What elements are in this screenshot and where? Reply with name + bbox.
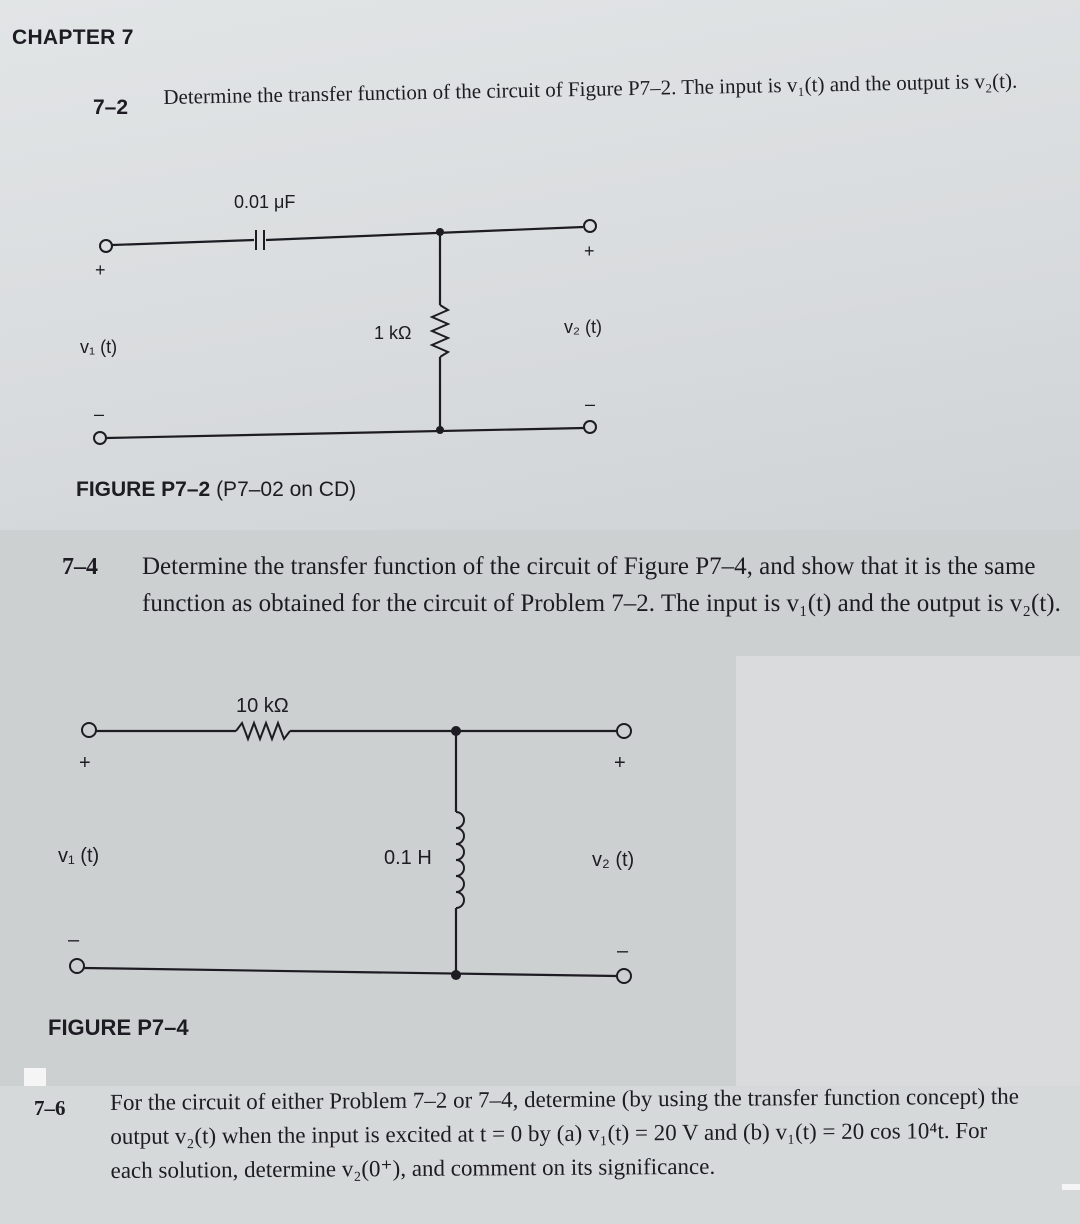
output-voltage-label: v₂ (t) — [564, 317, 602, 337]
output-plus-sign: + — [584, 241, 595, 261]
problem-7-2-text: Determine the transfer function of the circuit of Figure P7–2. The input is v₁(t) and the output is v₂(t). — [163, 68, 1018, 109]
problem-7-4-number: 7–4 — [62, 554, 98, 580]
capacitor-label: 0.01 μF — [234, 192, 296, 212]
output-plus-terminal-2 — [617, 724, 631, 738]
output-minus-sign-2: – — [617, 940, 629, 962]
input-minus-sign-2: – — [68, 929, 80, 951]
problem-7-4-text: Determine the transfer function of the circuit of Figure P7–4, and show that it is the same function as obtained for the circuit of Problem 7–2. The input is v₁(t) and the output is v₂(t). — [142, 553, 1061, 617]
output-voltage-label-2: v₂ (t) — [592, 849, 635, 871]
resistor-label: 1 kΩ — [374, 323, 412, 343]
resistor-label-2: 10 kΩ — [236, 695, 289, 717]
input-minus-terminal-2 — [70, 959, 84, 973]
problem-7-6-number: 7–6 — [34, 1096, 66, 1120]
figure-p7-2-note: (P7–02 on CD) — [216, 478, 357, 501]
inductor-label: 0.1 H — [384, 847, 432, 869]
input-voltage-label-2: v₁ (t) — [58, 845, 100, 867]
input-minus-sign: – — [94, 404, 105, 424]
figure-p7-4-title: FIGURE P7–4 — [48, 1015, 189, 1040]
output-minus-sign: – — [585, 394, 596, 414]
input-plus-terminal-2 — [82, 723, 96, 737]
input-voltage-label: v₁ (t) — [80, 337, 118, 357]
inductor-coil — [456, 812, 464, 908]
figure-p7-2-title: FIGURE P7–2 — [76, 478, 211, 501]
bottom-wire-2 — [84, 968, 617, 976]
figure-p7-4-caption — [48, 1015, 189, 1041]
page-tab-marker — [24, 1068, 46, 1086]
chapter-heading: CHAPTER 7 — [12, 26, 134, 49]
resistor-zigzag-2 — [236, 723, 290, 739]
problem-7-6-text: For the circuit of either Problem 7–2 or 7–4, determine (by using the transfer function concept) the output v₂(t) when the input is excited at t = 0 by (a) v₁(t) = 20 V and (b) v₁(t) = 20 cos 10⁴t. For each solution, determine v₂(0⁺), and comment on its significance. — [110, 1083, 1020, 1183]
input-plus-sign: + — [95, 260, 106, 280]
page-edge-marker — [1062, 1184, 1080, 1190]
problem-7-2-number: 7–2 — [93, 96, 129, 119]
bottom-node-2 — [451, 970, 461, 980]
output-plus-sign-2: + — [614, 752, 626, 774]
output-minus-terminal-2 — [617, 969, 631, 983]
input-plus-sign-2: + — [79, 752, 91, 774]
